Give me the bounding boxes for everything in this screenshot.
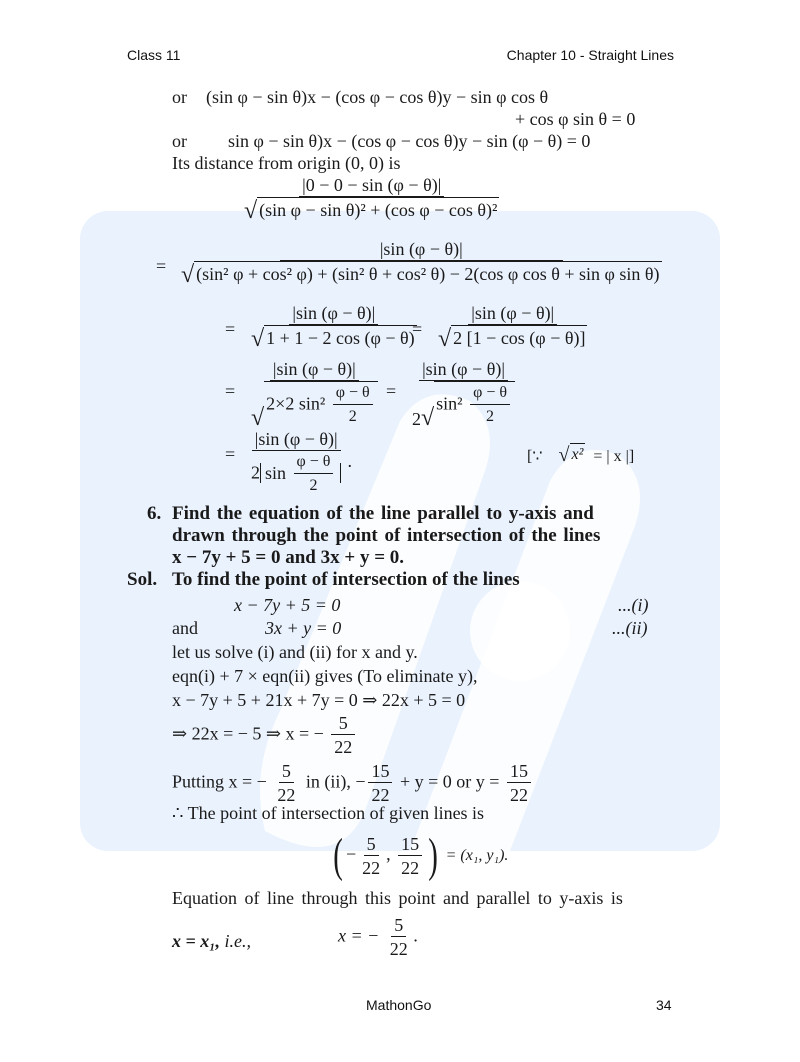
final-answer-value: x = − $\frac{5}{22}$ . <box>338 915 419 959</box>
expanded-fraction: |sin (φ − θ)| √ (sin² φ + cos² φ) + (sin² θ + cos² θ) − 2(cos φ cos θ + sin φ sin θ) <box>181 239 660 288</box>
or-label: or <box>172 87 187 107</box>
identity-note: [∵ √ x² = | x |] <box>527 444 635 466</box>
simplified-fraction: |sin (φ − θ)| √ 2 [1 − cos (φ − θ)] <box>438 303 586 352</box>
page-number: 34 <box>656 997 672 1013</box>
equation-tag-ii: ...(ii) <box>612 618 648 638</box>
equation-line: sin φ − sin θ)x − (cos φ − cos θ)y − sin (φ − θ) = 0 <box>228 131 591 151</box>
equation-tag-i: ...(i) <box>618 595 649 615</box>
footer-brand: MathonGo <box>366 997 432 1013</box>
or-label: or <box>172 131 187 151</box>
step-text: Equation of line through this point and parallel to y-axis is <box>172 888 623 908</box>
distance-fraction: |0 − 0 − sin (φ − θ)| √ (sin φ − sin θ)² + (cos φ − cos θ)² <box>244 175 498 224</box>
equation-ii: 3x + y = 0 <box>265 618 342 638</box>
half-angle-fraction: |sin (φ − θ)| √ 2×2 sin² $\frac{\varphi - \theta}{2}$ <box>248 358 381 431</box>
and-label: and <box>172 618 198 638</box>
question-text: drawn through the point of intersection of the lines <box>172 525 601 546</box>
equals-sign: = <box>225 381 236 401</box>
step-x-value: ⇒ 22x = − 5 ⇒ x = − $\frac{5}{22}$ <box>172 712 358 759</box>
question-text: Find the equation of the line parallel to y-axis and <box>172 503 594 524</box>
step-text: let us solve (i) and (ii) for x and y. <box>172 642 418 662</box>
equals-sign: = <box>386 381 397 401</box>
half-angle-fraction: |sin (φ − θ)| 2 √ sin² $\frac{\varphi - \theta}{2}$ <box>409 358 518 431</box>
text-line: Its distance from origin (0, 0) is <box>172 153 401 173</box>
equals-sign: = <box>225 319 236 339</box>
question-text: x − 7y + 5 = 0 and 3x + y = 0. <box>172 547 405 568</box>
step-text: ∴ The point of intersection of given lines is <box>172 803 485 823</box>
absolute-fraction: |sin (φ − θ)| 2 sin $\frac{\varphi - \theta}{2}$ <box>248 428 344 498</box>
step-text: eqn(i) + 7 × eqn(ii) gives (To eliminate y), <box>172 666 478 686</box>
equation-continuation: + cos φ sin θ = 0 <box>515 109 636 129</box>
header-class-label: Class 11 <box>127 47 181 63</box>
equals-sign: = <box>156 256 167 276</box>
solution-intro: To find the point of intersection of the lines <box>172 569 520 590</box>
simplified-fraction: |sin (φ − θ)| √ 1 + 1 − 2 cos (φ − θ) <box>251 303 415 352</box>
intersection-point: ( − $\frac{5}{22}$ , $\frac{15}{22}$ ) = (x₁, y₁). <box>333 829 509 882</box>
step-text: x − 7y + 5 + 21x + 7y = 0 ⇒ 22x + 5 = 0 <box>172 690 466 710</box>
equation-i: x − 7y + 5 = 0 <box>234 595 341 615</box>
step-y-value: Putting x = − $\frac{5}{22}$ in (ii), − $\frac{15}{22}$ + y = 0 or y = $\frac{15}{22}$ <box>172 760 534 807</box>
equals-sign: = <box>412 319 423 339</box>
equation-line: (sin φ − sin θ)x − (cos φ − cos θ)y − sin φ cos θ <box>206 87 549 107</box>
question-number: 6. <box>147 503 162 524</box>
final-answer: x = x₁, i.e., <box>172 931 252 951</box>
solution-label: Sol. <box>127 569 158 590</box>
header-chapter-title: Chapter 10 - Straight Lines <box>506 47 674 63</box>
equals-sign: = <box>225 444 236 464</box>
